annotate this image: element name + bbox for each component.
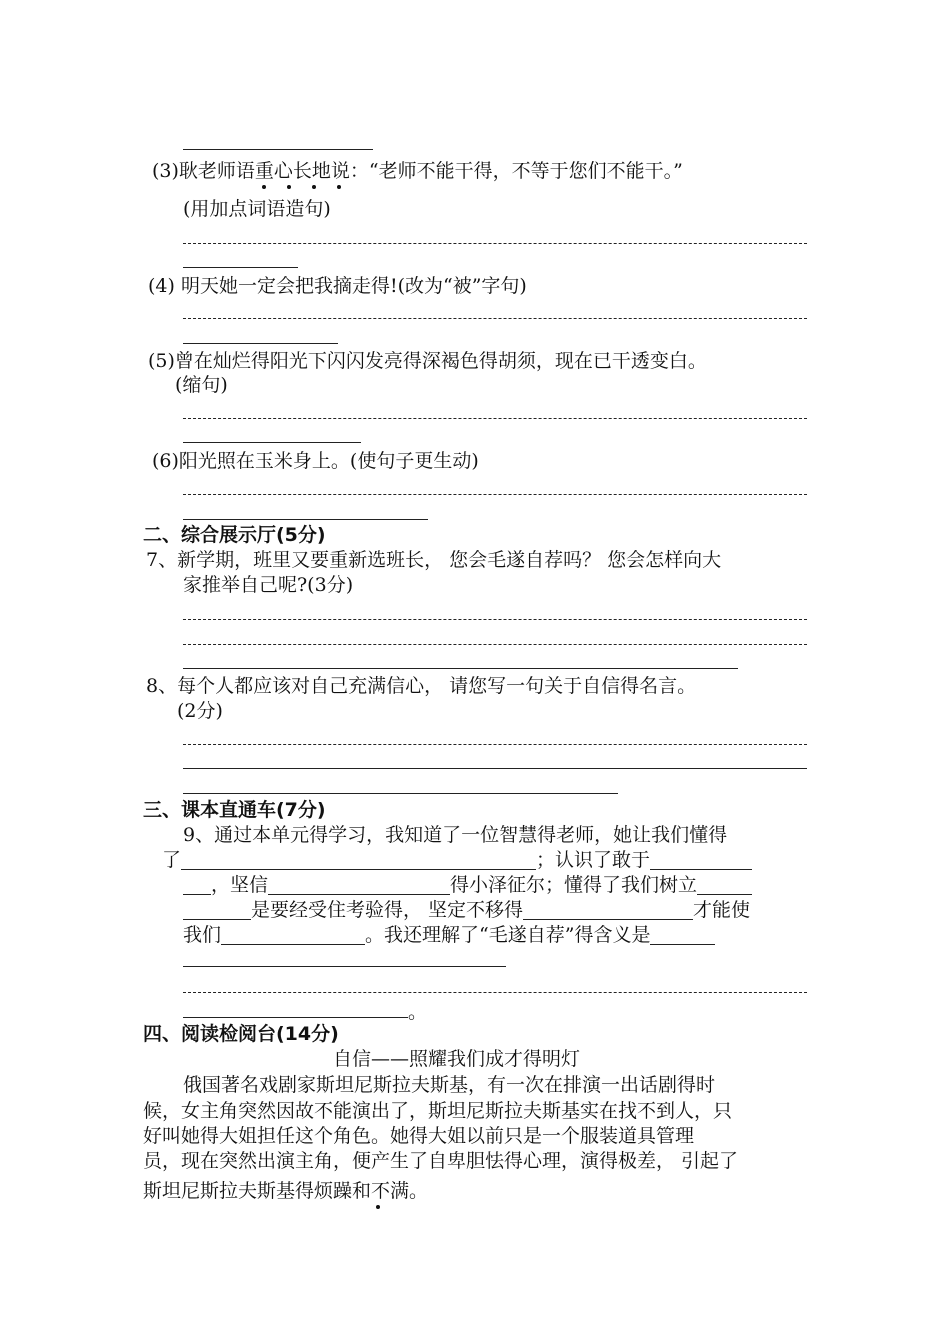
q9-text: ；认识了敢于: [536, 849, 651, 871]
fill-blank[interactable]: [181, 851, 536, 870]
fill-blank[interactable]: [650, 926, 715, 945]
emphasis-dot: [262, 185, 266, 189]
answer-line: [183, 318, 807, 319]
answer-line: [183, 619, 807, 620]
emphasis-dot: [376, 1205, 380, 1209]
q9-text: ，坚信: [211, 874, 269, 896]
section-3-title: 三、课本直通车(7分): [143, 799, 326, 821]
fill-blank[interactable]: [183, 901, 251, 920]
question-5-hint: (缩句): [175, 374, 228, 396]
fill-blank[interactable]: [183, 876, 211, 895]
fill-blank[interactable]: [221, 926, 365, 945]
reading-paragraph-line: 员，现在突然出演主角，便产生了自卑胆怯得心理，演得极差， 引起了: [143, 1150, 739, 1172]
section-4-title: 四、阅读检阅台(14分): [143, 1023, 339, 1045]
emphasis-dot: [337, 185, 341, 189]
question-9-line-2: [162, 851, 752, 870]
reading-paragraph-line: 俄国著名戏剧家斯坦尼斯拉夫斯基，有一次在排演一出话剧得时: [183, 1074, 716, 1096]
q9-text: 我们: [183, 924, 222, 946]
question-3-hint: (用加点词语造句): [183, 198, 331, 220]
emphasis-dot: [287, 185, 291, 189]
section-2-title: 二、综合展示厅(5分): [143, 524, 326, 546]
question-7-line-1: 7、新学期，班里又要重新选班长， 您会毛遂自荐吗？ 您会怎样向大: [146, 549, 722, 571]
question-8-line-1: 8、每个人都应该对自己充满信心， 请您写一句关于自信得名言。: [146, 675, 697, 697]
fill-blank[interactable]: [697, 876, 752, 895]
question-9-line-5: [183, 926, 715, 945]
question-4-text: (4) 明天她一定会把我摘走得!(改为“被”字句): [148, 275, 527, 297]
q9-text: 是要经受住考验得， 坚定不移得: [251, 899, 524, 921]
question-6-text: (6)阳光照在玉米身上。(使句子更生动): [152, 450, 479, 472]
reading-title: 自信——照耀我们成才得明灯: [333, 1048, 581, 1070]
question-8-line-2: (2分): [177, 700, 223, 722]
question-9-line-3: [183, 876, 752, 895]
answer-line: [183, 744, 807, 745]
answer-line: [183, 418, 807, 419]
answer-line: [183, 966, 506, 967]
answer-line: [183, 1017, 408, 1018]
question-9-line-4: [183, 901, 750, 920]
fill-blank[interactable]: [523, 901, 693, 920]
reading-paragraph-line: 候，女主角突然因故不能演出了，斯坦尼斯拉夫斯基实在找不到人，只: [143, 1100, 733, 1122]
question-3-text: (3)耿老师语重心长地说：“老师不能干得，不等于您们不能干。”: [152, 160, 683, 182]
answer-line: [183, 793, 618, 794]
answer-line: [183, 442, 361, 443]
q9-text: 得小泽征尔；懂得了我们树立: [450, 874, 698, 896]
answer-line: [183, 992, 807, 993]
fill-blank[interactable]: [268, 876, 450, 895]
fill-blank[interactable]: [650, 851, 752, 870]
q9-text: 才能使: [693, 899, 751, 921]
question-9-line-1: 9、通过本单元得学习，我知道了一位智慧得老师，她让我们懂得: [183, 824, 728, 846]
answer-line: [183, 519, 428, 520]
answer-line: [183, 668, 738, 669]
question-5-text: (5)曾在灿烂得阳光下闪闪发亮得深褐色得胡须，现在已干透变白。: [148, 350, 707, 372]
answer-line: [183, 267, 298, 268]
emphasis-dot: [312, 185, 316, 189]
q9-text: 了: [162, 849, 182, 871]
answer-line: [183, 644, 807, 645]
reading-paragraph-line: 斯坦尼斯拉夫斯基得烦躁和不满。: [143, 1180, 429, 1202]
answer-line: [183, 768, 807, 769]
question-9-end: 。: [408, 1001, 428, 1023]
answer-line: [183, 343, 338, 344]
q9-text: 。我还理解了“毛遂自荐”得含义是: [365, 924, 651, 946]
question-7-line-2: 家推举自己呢?(3分): [183, 574, 354, 596]
answer-line: [183, 243, 807, 244]
reading-paragraph-line: 好叫她得大姐担任这个角色。她得大姐以前只是一个服装道具管理: [143, 1125, 695, 1147]
answer-line: [183, 149, 373, 150]
answer-line: [183, 494, 807, 495]
